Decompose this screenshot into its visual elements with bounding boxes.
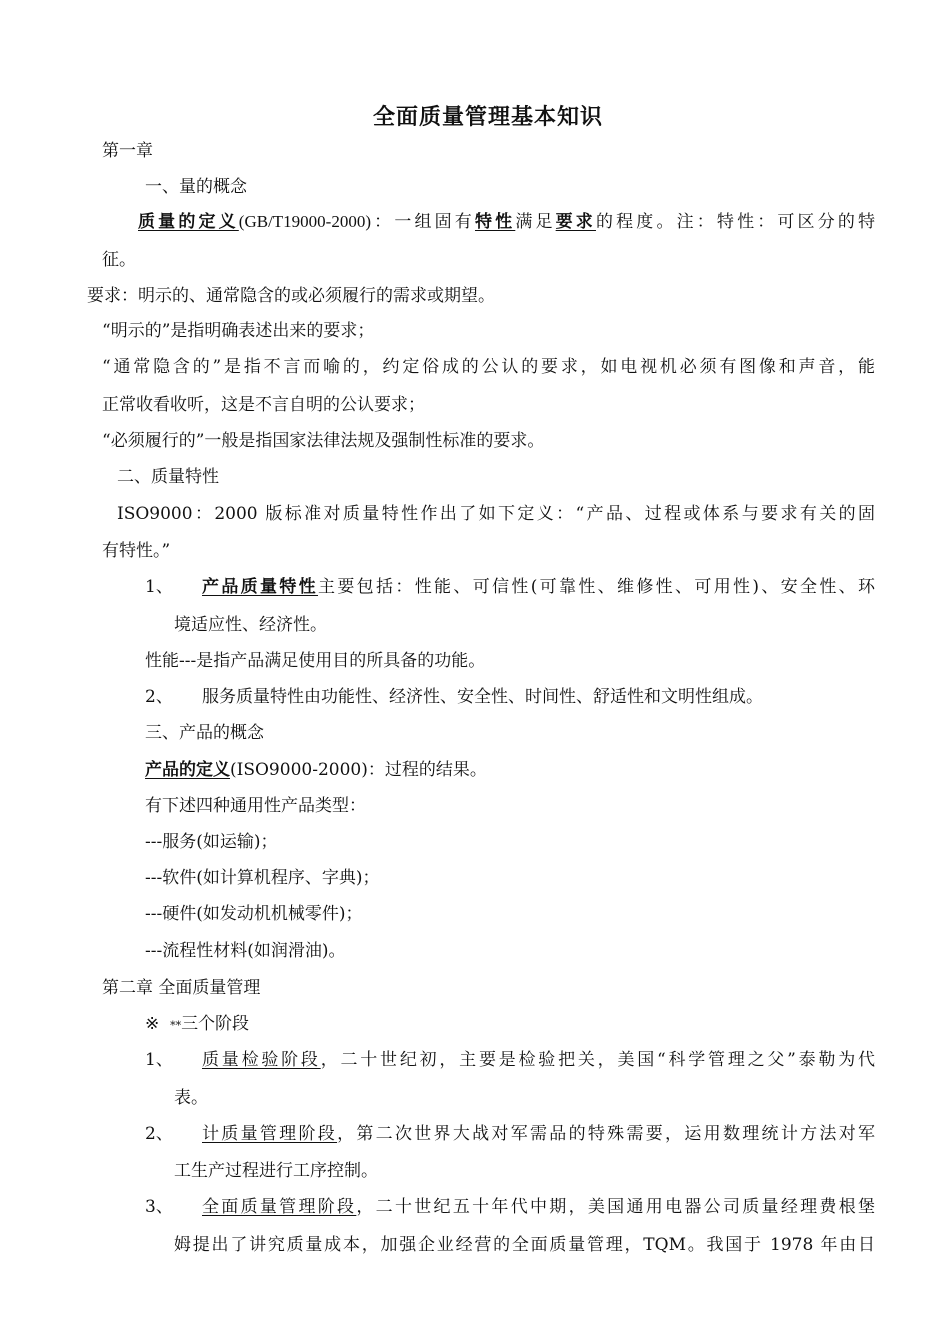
stage-2-term: 计质量管理阶段 bbox=[202, 1124, 338, 1144]
section-3-heading: 三、产品的概念 bbox=[145, 723, 264, 743]
product-types-intro: 有下述四种通用性产品类型： bbox=[145, 796, 366, 816]
stages-heading-text: 三个阶段 bbox=[181, 1014, 250, 1034]
stage-1-text: ，二十世纪初，主要是检验把关，美国“科学管理之父”泰勒为代 bbox=[320, 1050, 875, 1070]
stages-heading bbox=[145, 1013, 249, 1037]
list-number: 2、 bbox=[145, 687, 173, 707]
quality-definition-continuation: 征。 bbox=[102, 250, 136, 270]
asterisk-marks: ** bbox=[170, 1019, 182, 1032]
definition-text: ：一组固有 bbox=[371, 212, 475, 232]
product-quality-line bbox=[202, 576, 875, 598]
stage-3-continuation: 姆提出了讲究质量成本，加强企业经营的全面质量管理，TQM。我国于 1978 年由日 bbox=[174, 1235, 875, 1255]
stage-3-line bbox=[202, 1196, 875, 1218]
section-1-heading: 一、量的概念 bbox=[145, 177, 247, 197]
product-definition-line bbox=[145, 759, 487, 781]
requirement-definition: 要求：明示的、通常隐含的或必须履行的需求或期望。 bbox=[87, 286, 495, 306]
chapter-1-heading: 第一章 bbox=[102, 141, 153, 161]
product-quality-text: 主要包括：性能、可信性(可靠性、维修性、可用性)、安全性、环 bbox=[318, 577, 876, 597]
stage-1-term: 质量检验阶段 bbox=[202, 1050, 321, 1070]
mandatory-requirement: “必须履行的”一般是指国家法律法规及强制性标准的要求。 bbox=[102, 431, 545, 451]
service-quality-line: 服务质量特性由功能性、经济性、安全性、时间性、舒适性和文明性组成。 bbox=[202, 687, 763, 707]
reference-mark: ※ bbox=[145, 1014, 160, 1034]
implied-requirement-line-2: 正常收看收听，这是不言自明的公认要求； bbox=[102, 395, 425, 415]
list-number: 1、 bbox=[145, 1050, 173, 1070]
stage-1-line bbox=[202, 1049, 875, 1071]
product-type-item: ---软件(如计算机程序、字典)； bbox=[145, 868, 380, 888]
list-number: 2、 bbox=[145, 1124, 173, 1144]
stage-3-text: ，二十世纪五十年代中期，美国通用电器公司质量经理费根堡 bbox=[356, 1197, 876, 1217]
document-title: 全面质量管理基本知识 bbox=[372, 105, 603, 130]
product-definition-term: 产品的定义 bbox=[145, 760, 230, 780]
stage-2-continuation: 工生产过程进行工序控制。 bbox=[174, 1161, 378, 1181]
quality-definition-line bbox=[138, 211, 875, 233]
explicit-requirement: “明示的”是指明确表述出来的要求； bbox=[102, 321, 375, 341]
product-quality-continuation: 境适应性、经济性。 bbox=[174, 615, 327, 635]
section-2-heading: 二、质量特性 bbox=[117, 467, 219, 487]
list-number: 1、 bbox=[145, 577, 173, 597]
chapter-2-heading: 第二章 全面质量管理 bbox=[102, 978, 261, 998]
product-definition-text: (ISO9000-2000)：过程的结果。 bbox=[230, 760, 487, 780]
standard-reference: (GB/T19000-2000) bbox=[238, 212, 372, 231]
product-type-item: ---服务(如运输)； bbox=[145, 832, 278, 852]
implied-requirement-line-1: “通常隐含的”是指不言而喻的，约定俗成的公认的要求，如电视机必须有图像和声音，能 bbox=[102, 357, 875, 377]
iso-definition-line-1: ISO9000：2000 版标准对质量特性作出了如下定义：“产品、过程或体系与要求有关的固 bbox=[117, 504, 875, 524]
definition-text: 的程度。注：特性：可区分的特 bbox=[595, 212, 876, 232]
stage-2-line bbox=[202, 1123, 875, 1145]
product-type-item: ---硬件(如发动机机械零件)； bbox=[145, 904, 363, 924]
product-type-item: ---流程性材料(如润滑油)。 bbox=[145, 941, 346, 961]
keyword-requirement: 要求 bbox=[555, 212, 596, 232]
definition-text: 满足 bbox=[515, 212, 556, 232]
stage-3-term: 全面质量管理阶段 bbox=[202, 1197, 357, 1217]
iso-definition-line-2: 有特性。” bbox=[102, 541, 171, 561]
stage-2-text: ，第二次世界大战对军需品的特殊需要，运用数理统计方法对军 bbox=[337, 1124, 876, 1144]
keyword-characteristic: 特性 bbox=[474, 212, 516, 232]
product-quality-term: 产品质量特性 bbox=[202, 577, 319, 597]
list-number: 3、 bbox=[145, 1197, 173, 1217]
quality-definition-term: 质量的定义 bbox=[138, 212, 239, 232]
performance-definition: 性能---是指产品满足使用目的所具备的功能。 bbox=[145, 651, 486, 671]
stage-1-continuation: 表。 bbox=[174, 1088, 208, 1108]
